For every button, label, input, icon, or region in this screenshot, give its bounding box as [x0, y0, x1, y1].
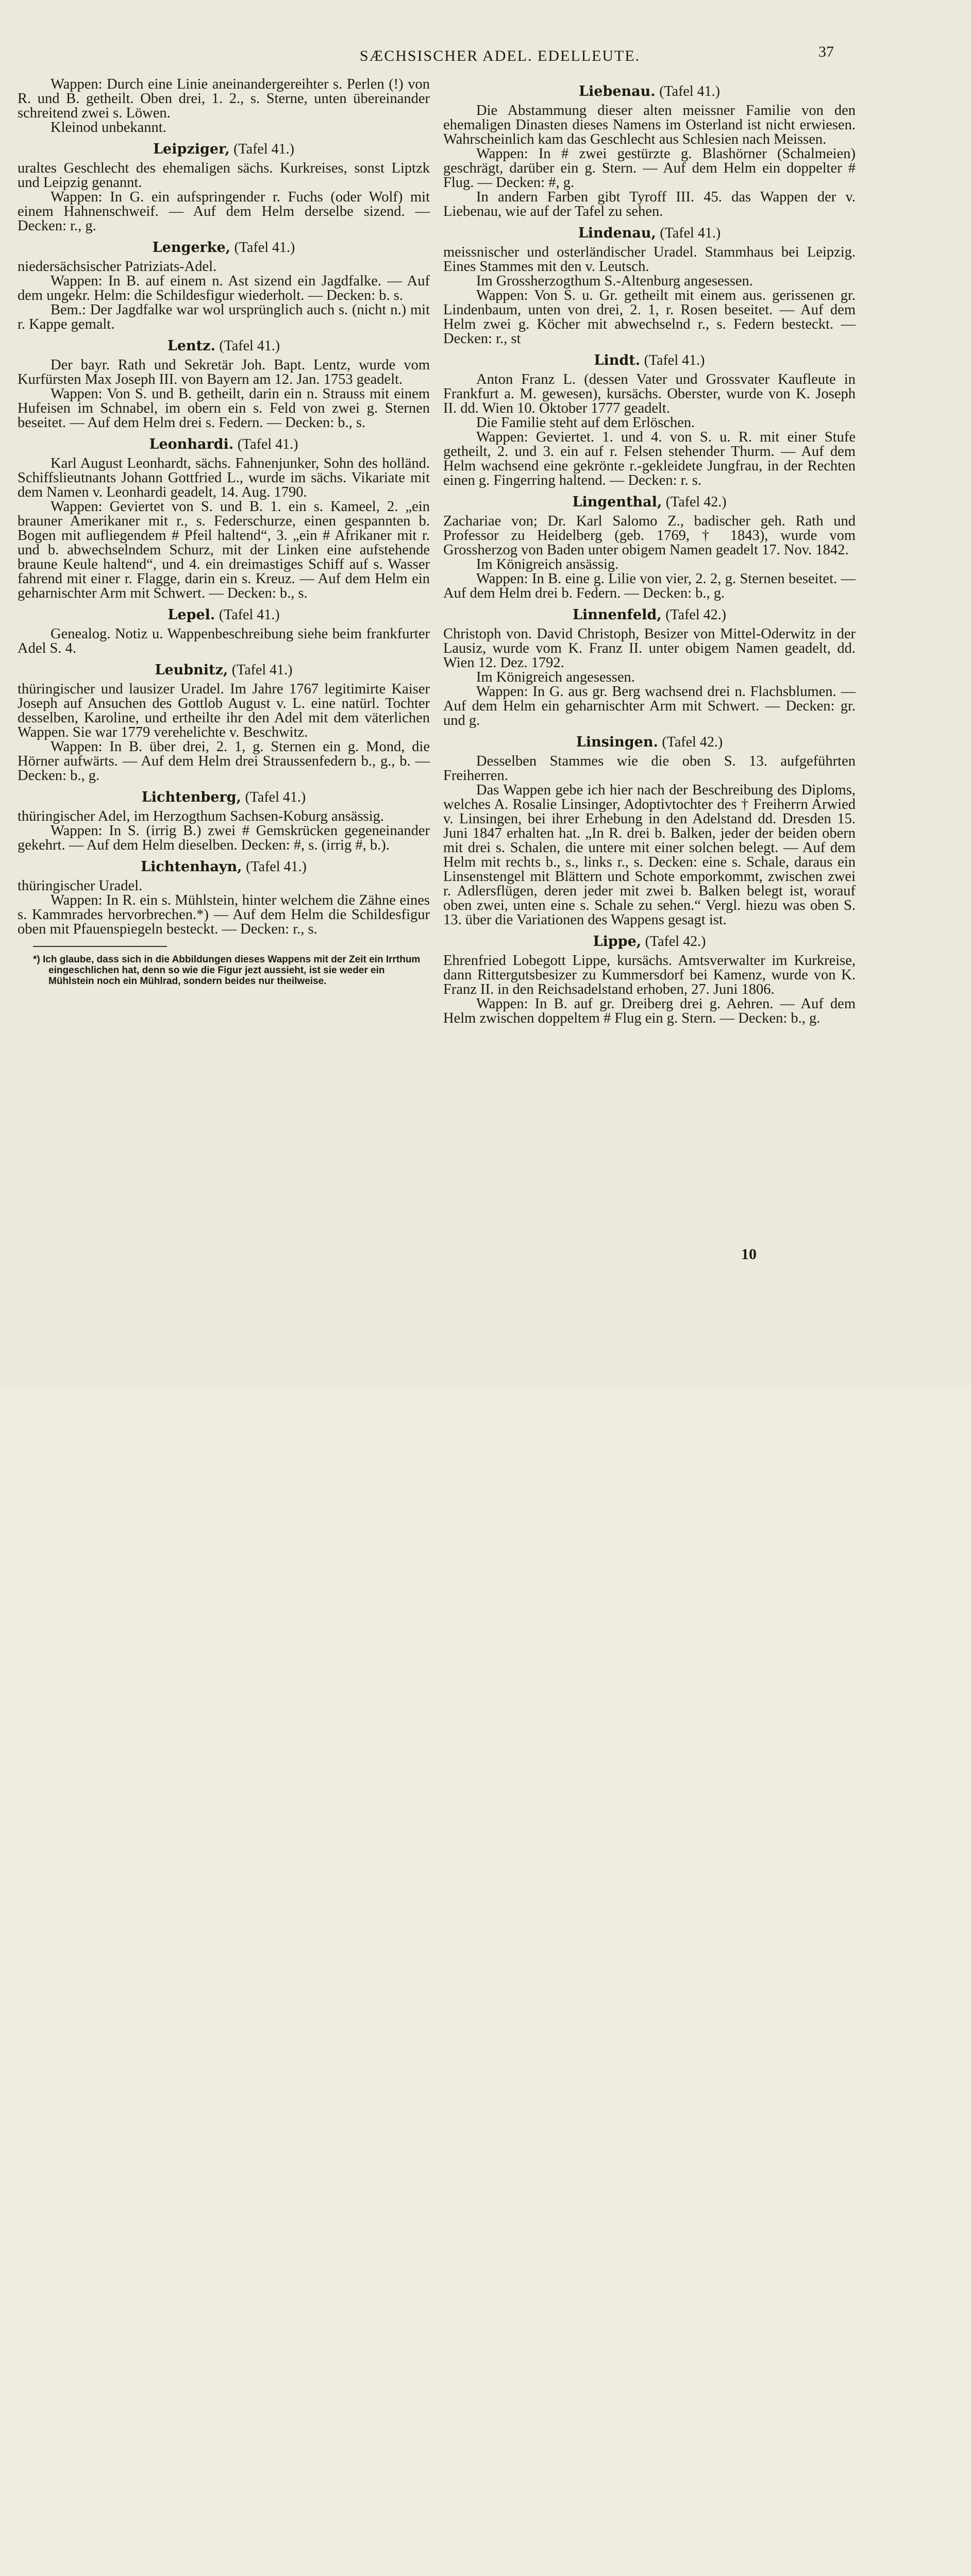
family-name: Lengerke, — [152, 240, 231, 256]
entry-paragraph: Wappen: In B. eine g. Lilie von vier, 2. 2, g. Sternen beseitet. — Auf dem Helm drei b. Federn. — Decken: b., g. — [443, 571, 856, 601]
entry-heading — [18, 337, 430, 355]
viewer-footer — [0, 1386, 971, 1449]
armorial-entry — [18, 239, 430, 332]
plate-reference: (Tafel 41.) — [246, 859, 307, 875]
entry-paragraph: Ehrenfried Lobegott Lippe, kursächs. Amtsverwalter im Kurkreise, dann Rittergutsbesizer zu Kummersdorf bei Kamenz, wurde von K. Franz II. in den Reichsadelstand erhoben, 27. Juni 1806. — [443, 953, 856, 997]
plate-reference: (Tafel 41.) — [660, 225, 721, 241]
armorial-entry — [443, 933, 856, 1026]
entry-heading — [443, 933, 856, 951]
footnote: *) Ich glaube, dass sich in die Abbildungen dieses Wappens mit der Zeit ein Irrthum eingeschlichen hat, denn so wie die Figur jezt aussieht, ist sie weder ein Mühlstein noch ein Mühlrad, sondern beides nur theilweise. — [33, 954, 421, 987]
entry-heading — [443, 606, 856, 624]
entry-paragraph: meissnischer und osterländischer Uradel. Stammhaus bei Leipzig. Eines Stammes mit den v. Leutsch. — [443, 244, 856, 275]
entry-heading — [443, 493, 856, 511]
entry-paragraph: Anton Franz L. (dessen Vater und Grossvater Kaufleute in Frankfurt a. M. gewesen), kursächs. Oberster, wurde von K. Joseph II. dd. Wien 10. Oktober 1777 geadelt. — [443, 371, 856, 416]
family-name: Leipziger, — [153, 141, 230, 157]
entry-paragraph: Wappen: In B. auf gr. Dreiberg drei g. Aehren. — Auf dem Helm zwischen doppeltem # Flug ein g. Stern. — Decken: b., g. — [443, 996, 856, 1026]
entry-paragraph: Christoph von. David Christoph, Besizer von Mittel-Oderwitz in der Lausiz, wurde vom K. Franz II. unter obigem Namen geadelt, dd. Wien 12. Dez. 1792. — [443, 626, 856, 671]
page-number: 37 — [818, 43, 834, 60]
plate-reference: (Tafel 41.) — [245, 789, 306, 805]
plate-reference: (Tafel 42.) — [662, 734, 723, 750]
entry-paragraph: Der bayr. Rath und Sekretär Joh. Bapt. Lentz, wurde vom Kurfürsten Max Joseph III. von Bayern am 12. Jan. 1753 geadelt. — [18, 357, 430, 387]
armorial-entry — [443, 224, 856, 346]
sheet-signature: 10 — [741, 1246, 757, 1263]
plate-reference: (Tafel 41.) — [644, 352, 705, 368]
armorial-entry — [443, 82, 856, 219]
entry-paragraph: Das Wappen gebe ich hier nach der Beschreibung des Diploms, welches A. Rosalie Linsinger, Adoptivtochter des † Freiherrn Arwied v. Linsingen, bei ihrer Erhebung in den Adelstand dd. Dresden 15. Juni 1847 erhalten hat. „In R. drei b. Balken, jeder der beiden obern mit drei s. Schalen, die untere mit einer solchen belegt. — Auf dem Helm mit rechts b., s., links r., s. Decken: eine s. Schale, daraus ein Linsenstengel mit Blättern und Schote emporkommt, zwischen zwei r. Adlersflügen, deren jeder mit zwei b. Balken belegt ist, worauf oben zwei, unten eine s. Schale zu sehen.“ Vergl. hiezu was oben S. 13. über die Variationen des Wappens gesagt ist. — [443, 782, 856, 928]
armorial-entry — [443, 606, 856, 728]
entry-paragraph: Wappen: Durch eine Linie aneinandergereihter s. Perlen (!) von R. und B. getheilt. Oben drei, 1. 2., s. Sterne, unten übereinander schreitend zwei s. Löwen. — [18, 76, 430, 121]
entry-heading — [18, 239, 430, 257]
entry-heading — [18, 140, 430, 158]
armorial-entry — [18, 606, 430, 656]
family-name: Lentz. — [167, 338, 215, 354]
family-name: Linnenfeld, — [573, 607, 662, 623]
entry-paragraph: Wappen: Geviertet. 1. und 4. von S. u. R. mit einer Stufe getheilt, 2. und 3. ein auf r. Felsen stehender Thurm. — Auf dem Helm wachsend eine gekrönte r.-gekleidete Jungfrau, in der Rechten einen g. Fingerring haltend. — Decken: r. s. — [443, 429, 856, 488]
entry-paragraph: uraltes Geschlecht des ehemaligen sächs. Kurkreises, sonst Liptzk und Leipzig genannt. — [18, 160, 430, 191]
entry-paragraph: Wappen: In S. (irrig B.) zwei # Gemskrücken gegeneinander gekehrt. — Auf dem Helm dieselben. Decken: #, s. (irrig #, b.). — [18, 823, 430, 853]
entry-paragraph: thüringischer und lausizer Uradel. Im Jahre 1767 legitimirte Kaiser Joseph auf Ansuchen des Gottlob August v. L. eine natürl. Tochter desselben, Karoline, und ertheilte ihr den Adel mit dem väterlichen Wappen. Sie war 1779 verehelichte v. Beschwitz. — [18, 681, 430, 740]
family-name: Lichtenhayn, — [141, 859, 242, 875]
entry-heading — [443, 351, 856, 369]
entry-paragraph: Genealog. Notiz u. Wappenbeschreibung siehe beim frankfurter Adel S. 4. — [18, 626, 430, 656]
plate-reference: (Tafel 42.) — [645, 934, 706, 950]
armorial-entry — [18, 788, 430, 853]
left-column — [18, 77, 430, 987]
entry-paragraph: Wappen: In B. über drei, 2. 1, g. Sternen ein g. Mond, die Hörner aufwärts. — Auf dem Helm drei Straussenfedern b., g., b. — Decken: b., g. — [18, 739, 430, 784]
family-name: Lippe, — [593, 934, 642, 950]
plate-reference: (Tafel 41.) — [234, 240, 295, 256]
entry-paragraph: Zachariae von; Dr. Karl Salomo Z., badischer geh. Rath und Professor zu Heidelberg (geb. 1769, † 1843), wurde vom Grossherzog von Baden unter obigem Namen geadelt 17. Nov. 1842. — [443, 513, 856, 558]
armorial-entry — [443, 493, 856, 601]
family-name: Lepel. — [168, 607, 215, 623]
armorial-entry — [18, 858, 430, 937]
right-column — [443, 77, 856, 1031]
entry-paragraph: Wappen: In G. ein aufspringender r. Fuchs (oder Wolf) mit einem Hahnenschweif. — Auf dem Helm derselbe sizend. — Decken: r., g. — [18, 189, 430, 234]
armorial-entry — [18, 140, 430, 233]
family-name: Lindenau, — [578, 225, 656, 241]
entry-paragraph: Wappen: In B. auf einem n. Ast sizend ein Jagdfalke. — Auf dem ungekr. Helm: die Schildesfigur wiederholt. — Decken: b. s. — [18, 273, 430, 303]
entry-paragraph: Wappen: In R. ein s. Mühlstein, hinter welchem die Zähne eines s. Kammrades hervorbrechen.*) — Auf dem Helm die Schildesfigur oben mit Pfauenspiegeln besteckt. — Decken: r., s. — [18, 892, 430, 937]
entry-heading — [443, 224, 856, 242]
entry-heading — [18, 661, 430, 679]
armorial-entry — [18, 435, 430, 601]
plate-reference: (Tafel 41.) — [237, 436, 298, 452]
entry-paragraph: Wappen: Von S. und B. getheilt, darin ein n. Strauss mit einem Hufeisen im Schnabel, im obern ein s. Feld von zwei g. Sternen beseitet. — Auf dem Helm drei s. Federn. — Decken: b., s. — [18, 386, 430, 431]
entry-paragraph: Desselben Stammes wie die oben S. 13. aufgeführten Freiherren. — [443, 753, 856, 784]
entry-paragraph: Wappen: Von S. u. Gr. getheilt mit einem aus. gerissenen gr. Lindenbaum, unten von drei, 2. 1, r. Rosen beseitet. — Auf dem Helm zwei g. Köcher mit abwechselnd r., s. Federn besteckt. — Decken: r., st — [443, 287, 856, 347]
family-name: Liebenau. — [579, 83, 656, 99]
family-name: Leonhardi. — [149, 436, 234, 452]
entry-paragraph: Kleinod unbekannt. — [51, 120, 166, 135]
armorial-entry — [18, 77, 430, 135]
entry-paragraph: Im Grossherzogthum S.-Altenburg angesessen. — [476, 273, 753, 289]
plate-reference: (Tafel 41.) — [659, 83, 720, 99]
armorial-entry — [18, 661, 430, 783]
entry-paragraph: niedersächsischer Patriziats-Adel. — [18, 259, 217, 275]
entry-heading — [443, 82, 856, 100]
entry-heading — [18, 435, 430, 453]
entry-heading — [18, 606, 430, 624]
entry-paragraph: Wappen: In # zwei gestürzte g. Blashörner (Schalmeien) geschrägt, darüber ein g. Stern. — Auf dem Helm ein doppelter # Flug. — Decken: #, g. — [443, 146, 856, 191]
running-title: SÆCHSISCHER ADEL. EDELLEUTE. — [359, 47, 641, 64]
plate-reference: (Tafel 41.) — [219, 338, 280, 354]
armorial-entry — [443, 733, 856, 927]
entry-paragraph: Bem.: Der Jagdfalke war wol ursprünglich auch s. (nicht n.) mit r. Kappe gemalt. — [18, 302, 430, 332]
entry-paragraph: Karl August Leonhardt, sächs. Fahnenjunker, Sohn des holländ. Schiffslieutnants Johann Gottfried L., wurde im sächs. Vikariate mit dem Namen v. Leonhardi geadelt, 14. Aug. 1790. — [18, 455, 430, 500]
entry-paragraph: thüringischer Uradel. — [18, 878, 143, 894]
family-name: Leubnitz, — [155, 662, 228, 678]
entry-paragraph: Wappen: Geviertet von S. und B. 1. ein s. Kameel, 2. „ein brauner Amerikaner mit r., s. Federschurze, einen gespannten b. Bogen mit aufliegendem # Pfeil haltend“, 3. „ein # Afrikaner mit r. und b. abwechselndem Schurz, mit der Linken eine aufstehende braune Keule haltend“, und 4. ein dreimastiges Schiff auf s. Wasser fahrend mit einer r. Flagge, darin ein s. Kreuz. — Auf dem Helm ein geharnischter Arm mit Schwert. — Decken: b., s. — [18, 499, 430, 601]
entry-heading — [443, 733, 856, 751]
entry-heading — [18, 788, 430, 806]
armorial-entry — [443, 351, 856, 488]
family-name: Lingenthal, — [572, 494, 662, 510]
family-name: Lichtenberg, — [141, 789, 241, 805]
plate-reference: (Tafel 41.) — [219, 607, 280, 623]
entry-paragraph: Die Familie steht auf dem Erlöschen. — [476, 415, 695, 431]
entry-paragraph: thüringischer Adel, im Herzogthum Sachsen-Koburg ansässig. — [18, 808, 384, 824]
plate-reference: (Tafel 42.) — [665, 494, 727, 510]
entry-paragraph: Im Königreich angesessen. — [476, 669, 635, 685]
entry-heading — [18, 858, 430, 876]
plate-reference: (Tafel 41.) — [231, 662, 293, 678]
armorial-entry — [18, 337, 430, 430]
entry-paragraph: Wappen: In G. aus gr. Berg wachsend drei n. Flachsblumen. — Auf dem Helm ein geharnischter Arm mit Schwert. — Decken: gr. und g. — [443, 684, 856, 728]
entry-paragraph: Im Königreich ansässig. — [476, 556, 619, 572]
family-name: Lindt. — [594, 352, 641, 368]
footnote-rule — [33, 946, 167, 947]
entry-paragraph: Die Abstammung dieser alten meissner Familie von den ehemaligen Dinasten dieses Namens im Osterland ist nicht erwiesen. Wahrscheinlich kam das Geschlecht aus Schlesien nach Meissen. — [443, 103, 856, 147]
plate-reference: (Tafel 41.) — [233, 141, 294, 157]
plate-reference: (Tafel 42.) — [665, 607, 726, 623]
entry-paragraph: In andern Farben gibt Tyroff III. 45. das Wappen der v. Liebenau, wie auf der Tafel zu sehen. — [443, 189, 856, 219]
family-name: Linsingen. — [576, 734, 658, 750]
